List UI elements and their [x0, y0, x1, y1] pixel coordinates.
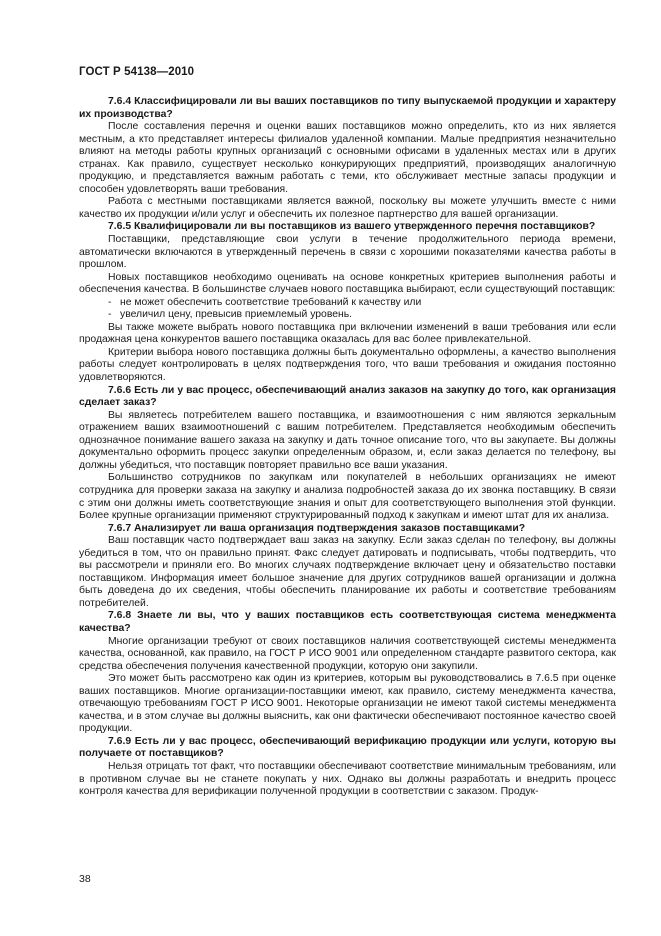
section-heading: 7.6.4 Классифицировали ли вы ваших поставщиков по типу выпускаемой продукции и характеру их производства?	[79, 96, 616, 120]
body-paragraph: Вы также можете выбрать нового поставщика при включении изменений в ваши требования или если продажная цена конкурентов вашего поставщика оказалась для вас более привлекательной.	[79, 321, 616, 346]
body-paragraph: Поставщики, представляющие свои услуги в течение продолжительного периода времени, автоматически включаются в утвержденный перечень в связи с хорошими показателями качества работы в прошлом.	[79, 234, 616, 271]
list-item-text: не может обеспечить соответствие требований к качеству или	[120, 296, 422, 308]
section-heading: 7.6.9 Есть ли у вас процесс, обеспечивающий верификацию продукции или услуги, которую вы получаете от поставщиков?	[79, 735, 616, 760]
section-heading: 7.6.6 Есть ли у вас процесс, обеспечивающий анализ заказов на закупку до того, как организация сделает заказ?	[79, 384, 616, 409]
page-number: 38	[79, 873, 91, 885]
section-heading: 7.6.5 Квалифицировали ли вы поставщиков из вашего утвержденного перечня поставщиков?	[108, 221, 596, 233]
body-paragraph: Работа с местными поставщиками является важной, поскольку вы можете улучшить вместе с ними качество их продукции и/или услуг и обеспечить их полезное партнерство для вашей организации.	[79, 196, 616, 220]
body-paragraph: После составления перечня и оценки ваших поставщиков можно определить, кто из них является местным, а кто представляет интересы филиалов удаленной компании. Малые предприятия незначительно влияют на методы работы крупных организаций с основными офисами в удаленных местах или в других странах. Как правило, существует несколько конкурирующих предприятий, производящих аналогичную продукцию, и представляется важным работать с теми, кто обслуживает местные запасы продукции и способен удовлетворять ваши требования.	[79, 121, 616, 195]
body-paragraph: Новых поставщиков необходимо оценивать на основе конкретных критериев выполнения работы и обеспечения качества. В большинстве случаев нового поставщика выбирают, если существующий поставщик:	[79, 271, 616, 296]
list-bullet: -	[108, 296, 112, 308]
list-bullet: -	[108, 309, 112, 321]
body-paragraph: Многие организации требуют от своих поставщиков наличия соответствующей системы менеджмента качества, основанной, как правило, на ГОСТ Р ИСО 9001 или определенном стандарте развитого сектора, как средства обеспечения получения качественной продукции, которую они закупили.	[79, 635, 616, 672]
list-item-text: увеличил цену, превысив приемлемый уровень.	[120, 309, 353, 321]
body-paragraph: Ваш поставщик часто подтверждает ваш заказ на закупку. Если заказ сделан по телефону, вы должны убедиться в том, что он правильно принят. Факс следует датировать и подписывать, чтобы подтвердить, что вы рассмотрели и приняли его. Во многих случаях подтверждение включает цену и обязательство поставки поставщиком. Информация имеет большое значение для других сотрудников вашей организации и должна быть доведена до их сведения, чтобы обеспечить планирование их работы и соответствие требованиям потребителей.	[79, 535, 616, 609]
document-header: ГОСТ Р 54138—2010	[79, 66, 195, 78]
body-paragraph: Вы являетесь потребителем вашего поставщика, и взаимоотношения с ним являются зеркальным отражением ваших взаимоотношений с вашим потребителем. Представляется необходимым обеспечить однозначное понимание вашего заказа на закупку и дать точное описание того, что вы закупаете. Вы должны документально оформить процесс закупки определенным образом, и, если заказ делается по телефону, вы должны убедиться, что поставщик повторяет правильно все ваши указания.	[79, 409, 616, 471]
body-paragraph: Большинство сотрудников по закупкам или покупателей в небольших организациях не имеют сотрудника для проверки заказа на закупку и анализа подробностей заказа до их звонка поставщику. В связи с этим они должны иметь соответствующие знания и опыт для соответствующего выполнения этой функции. Более крупные организации применяют структурированный подход к закупкам и имеют штат для их анализа.	[79, 472, 616, 522]
document-body	[79, 96, 616, 799]
body-paragraph: Нельзя отрицать тот факт, что поставщики обеспечивают соответствие минимальным требованиям, или в противном случае вы не станете покупать у них. Однако вы должны разработать и внедрить процесс контроля качества для верификации полученной продукции в соответствии с заказом. Продук-	[79, 760, 616, 798]
section-heading: 7.6.8 Знаете ли вы, что у ваших поставщиков есть соответствующая система менеджмента качества?	[79, 610, 616, 634]
list-item	[79, 297, 616, 310]
list-item	[79, 309, 616, 322]
body-paragraph: Это может быть рассмотрено как один из критериев, которым вы руководствовались в 7.6.5 при оценке ваших поставщиков. Многие организации-поставщики имеют, как правило, систему менеджмента качества, отвечающую требованиям ГОСТ Р ИСО 9001. Некоторые организации не имеют такой системы менеджмента качества, и в этом случае вы должны выяснить, как они фактически обеспечивают постоянное качество своей продукции.	[79, 673, 616, 735]
body-paragraph: Критерии выбора нового поставщика должны быть документально оформлены, а качество выполнения работы следует контролировать в целях подтверждения того, что ваши требования и ожидания постоянно удовлетворяются.	[79, 346, 616, 384]
section-heading: 7.6.7 Анализирует ли ваша организация подтверждения заказов поставщиками?	[108, 522, 526, 534]
